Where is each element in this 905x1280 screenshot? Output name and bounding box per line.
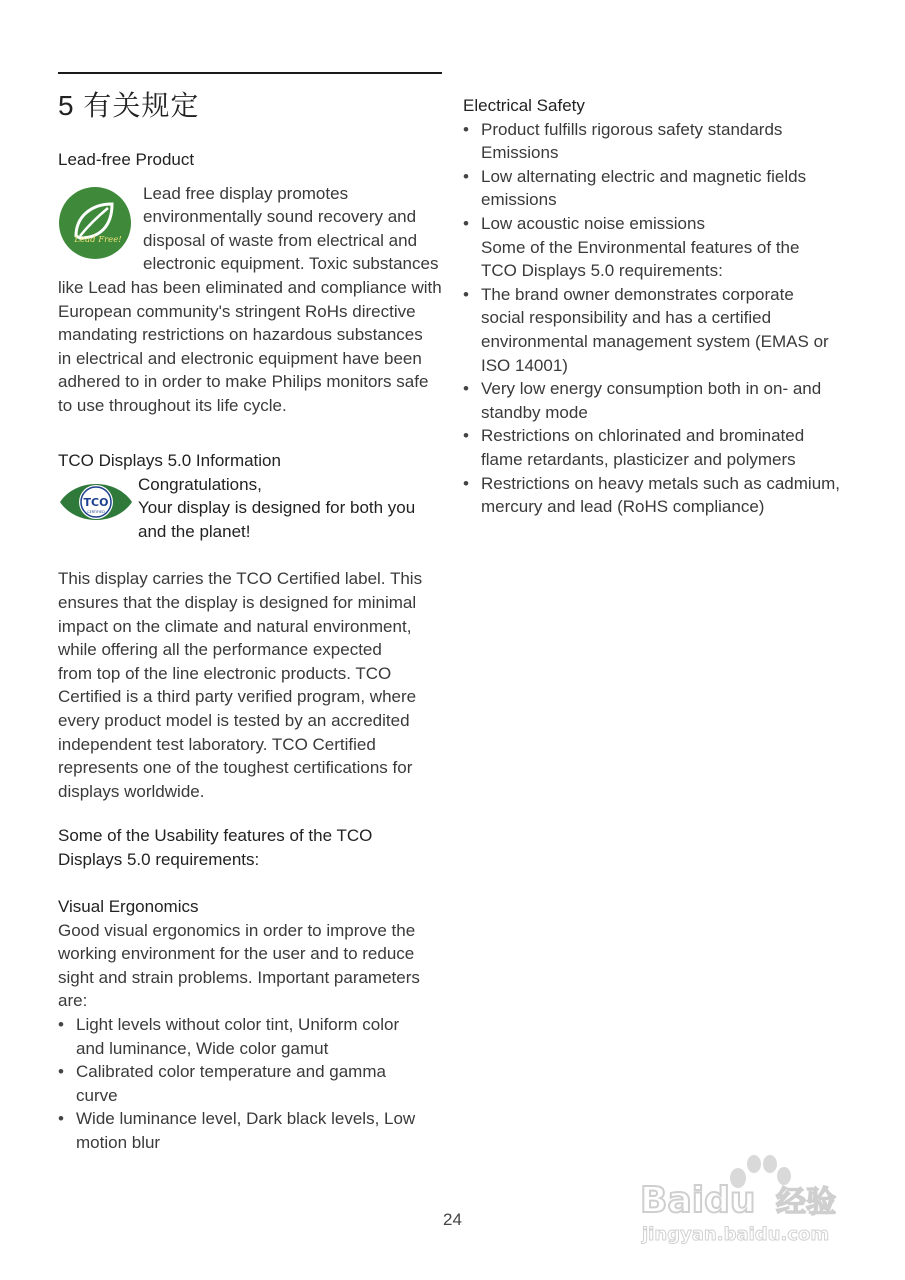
tco-body-line: every product model is tested by an accredited <box>58 710 410 730</box>
list-item-line: flame retardants, plasticizer and polymers <box>481 449 796 469</box>
tco-heading: TCO Displays 5.0 Information <box>58 451 281 470</box>
lead-free-intro-line: electronic equipment. Toxic substances <box>143 254 439 274</box>
visual-ergonomics-body-line: sight and strain problems. Important parameters <box>58 967 420 987</box>
visual-ergonomics-body-line: working environment for the user and to reduce <box>58 944 415 964</box>
list-item-line: Emissions <box>481 143 559 163</box>
list-item <box>463 472 853 519</box>
tco-body-line: displays worldwide. <box>58 781 205 801</box>
list-item-line: • Low alternating electric and magnetic fields <box>481 166 807 186</box>
chapter-title: 5 有关规定 <box>58 90 200 121</box>
lead-free-intro-line: disposal of waste from electrical and <box>143 230 418 250</box>
list-item <box>463 165 853 212</box>
lead-free-body-line: like Lead has been eliminated and compliance with <box>58 277 442 297</box>
watermark-brand: Baidu <box>640 1180 756 1221</box>
list-item <box>463 283 853 377</box>
usability-heading-line: Some of the Usability features of the TCO <box>58 826 373 845</box>
list-item <box>58 1107 450 1154</box>
list-item-line: • Product fulfills rigorous safety standards <box>481 119 783 139</box>
baidu-watermark-icon <box>640 1148 855 1248</box>
environmental-list <box>463 283 853 519</box>
list-item-line: motion blur <box>76 1132 161 1152</box>
environmental-intro-line: Some of the Environmental features of the <box>481 237 800 257</box>
lead-free-body-line: in electrical and electronic equipment have been <box>58 348 422 368</box>
lead-free-intro-line: environmentally sound recovery and <box>143 207 417 227</box>
list-item-line: emissions <box>481 190 557 210</box>
tco-body-line: impact on the climate and natural environment, <box>58 616 412 636</box>
electrical-safety-heading: Electrical Safety <box>463 96 585 115</box>
list-item-line: standby mode <box>481 402 588 422</box>
lead-free-body-line: to use throughout its life cycle. <box>58 395 287 415</box>
electrical-safety-list <box>463 118 853 236</box>
lead-free-body-line: mandating restrictions on hazardous substances <box>58 325 423 345</box>
tco-congrats-line: Your display is designed for both you <box>138 498 416 518</box>
visual-ergonomics-list <box>58 1013 450 1155</box>
usability-heading-line: Displays 5.0 requirements: <box>58 849 260 869</box>
tco-body-line: Certified is a third party verified program, where <box>58 687 417 707</box>
tco-congrats-line: Congratulations, <box>138 474 262 494</box>
list-item-line: • Low acoustic noise emissions <box>481 213 705 233</box>
tco-body-line: ensures that the display is designed for minimal <box>58 592 417 612</box>
list-item <box>58 1060 450 1107</box>
tco-section <box>58 449 450 803</box>
chapter-rule <box>58 72 442 74</box>
lead-free-body-line: European community's stringent RoHs directive <box>58 301 416 321</box>
lead-free-heading: Lead-free Product <box>58 150 195 169</box>
list-item-line: environmental management system (EMAS or <box>481 331 829 351</box>
usability-section <box>58 824 450 871</box>
list-item-line: • Wide luminance level, Dark black levels, Low <box>76 1109 416 1129</box>
list-item-line: and luminance, Wide color gamut <box>76 1038 329 1058</box>
lead-free-intro-line: Lead free display promotes <box>143 183 349 203</box>
lead-free-body-line: adhered to in order to make Philips monitors safe <box>58 372 429 392</box>
visual-ergonomics-section <box>58 895 450 1155</box>
list-item-line: ISO 14001) <box>481 355 568 375</box>
list-item <box>463 424 853 471</box>
tco-body-line: while offering all the performance expected <box>58 640 382 660</box>
tco-logo-subtext: CERTIFIED <box>87 510 105 514</box>
watermark-brand-cn: 经验 <box>776 1185 836 1220</box>
visual-ergonomics-body-line: are: <box>58 991 88 1011</box>
environmental-intro-line: TCO Displays 5.0 requirements: <box>481 261 723 281</box>
lead-free-section <box>58 148 450 418</box>
list-item-line: curve <box>76 1085 118 1105</box>
electrical-safety-section <box>463 94 853 519</box>
list-item <box>58 1013 450 1060</box>
watermark-url: jingyan.baidu.com <box>642 1224 830 1245</box>
tco-body-line: independent test laboratory. TCO Certified <box>58 734 376 754</box>
list-item <box>463 118 853 165</box>
list-item-line: • Calibrated color temperature and gamma <box>76 1062 386 1082</box>
list-item-line: • The brand owner demonstrates corporate <box>481 284 794 304</box>
list-item-line: • Restrictions on chlorinated and brominated <box>481 426 805 446</box>
list-item-line: • Very low energy consumption both in on- and <box>481 379 822 399</box>
tco-body-line: from top of the line electronic products. TCO <box>58 663 392 683</box>
tco-congrats-line: and the planet! <box>138 521 251 541</box>
list-item <box>463 377 853 424</box>
tco-logo-text: TCO <box>83 496 109 509</box>
list-item-line: • Light levels without color tint, Uniform color <box>76 1014 400 1034</box>
lead-free-logo-text: Lead Free! <box>74 235 122 245</box>
visual-ergonomics-heading: Visual Ergonomics <box>58 897 199 916</box>
list-item <box>463 212 853 236</box>
list-item-line: mercury and lead (RoHS compliance) <box>481 497 765 517</box>
page-number: 24 <box>443 1210 462 1229</box>
list-item-line: • Restrictions on heavy metals such as cadmium, <box>481 473 841 493</box>
tco-body-line: represents one of the toughest certifications for <box>58 758 413 778</box>
tco-body-line: This display carries the TCO Certified label. This <box>58 569 423 589</box>
visual-ergonomics-body-line: Good visual ergonomics in order to improve the <box>58 920 416 940</box>
list-item-line: social responsibility and has a certified <box>481 308 772 328</box>
